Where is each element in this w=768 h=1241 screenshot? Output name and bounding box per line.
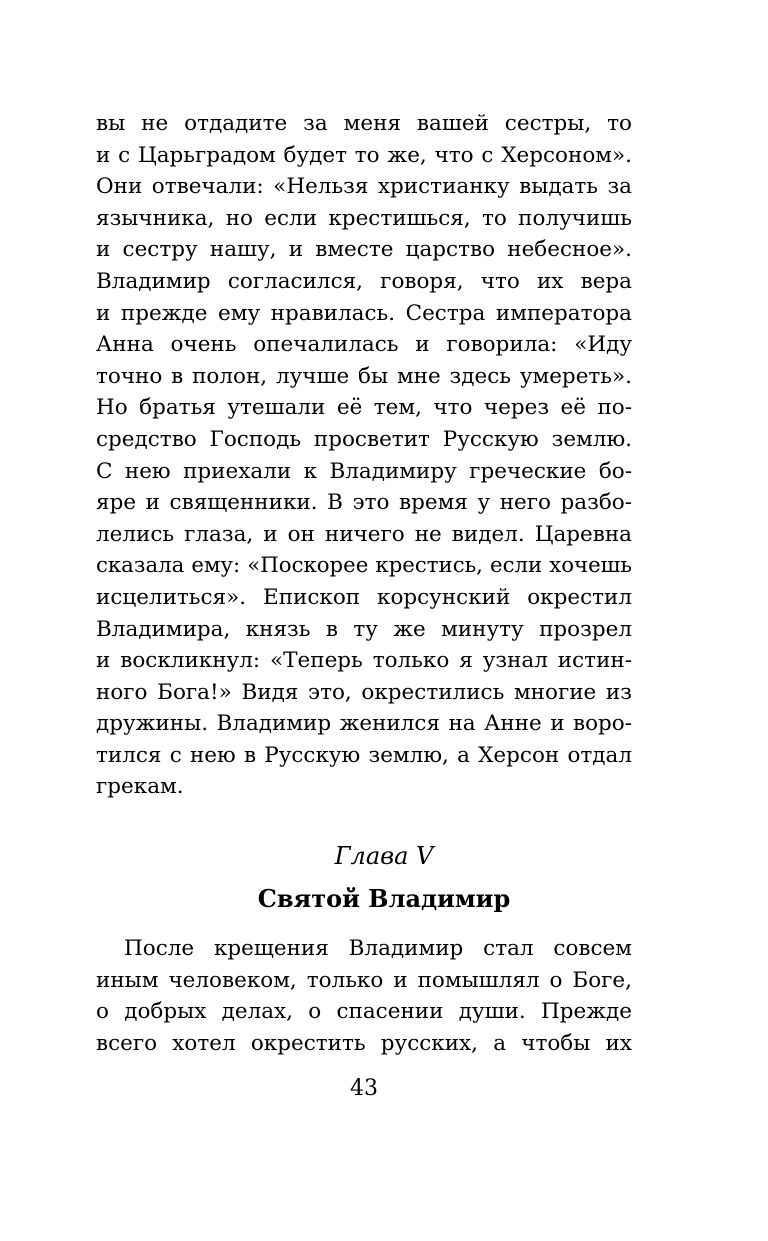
text-line: язычника, но если крестишься, то получишь bbox=[96, 205, 632, 231]
text-line: вы не отдадите за меня вашей сестры, то bbox=[96, 111, 632, 136]
text-line: Но братья утешали её тем, что через её по- bbox=[96, 395, 632, 421]
text-line: Анна очень опечалилась и говорила: «Иду bbox=[96, 332, 632, 358]
text-line: яре и священники. В это время у него разбо- bbox=[96, 490, 632, 516]
paragraph-2 bbox=[96, 933, 632, 1059]
text-line: лелись глаза, и он ничего не видел. Царевна bbox=[96, 521, 632, 547]
text-line: Владимир согласился, говоря, что их вера bbox=[96, 268, 632, 294]
text-line: исцелиться». Епископ корсунский окрестил bbox=[96, 584, 632, 610]
text-line: Владимира, князь в ту же минуту прозрел bbox=[96, 616, 632, 642]
page-number: 43 bbox=[350, 1076, 378, 1101]
text-line: средство Господь просветит Русскую землю. bbox=[96, 426, 632, 452]
text-line: ного Бога!» Видя это, окрестились многие из bbox=[96, 679, 632, 705]
text-line: иным человеком, только и помышлял о Боге, bbox=[96, 967, 632, 993]
text-line: и сестру нашу, и вместе царство небесное». bbox=[96, 237, 632, 263]
chapter-title: Святой Владимир bbox=[257, 884, 511, 913]
paragraph-1 bbox=[96, 108, 632, 803]
text-line: и прежде ему нравилась. Сестра императора bbox=[96, 300, 632, 326]
text-line: сказала ему: «Поскорее крестись, если хочешь bbox=[96, 553, 632, 579]
chapter-label: Глава V bbox=[334, 842, 434, 870]
text-line: После крещения Владимир стал совсем bbox=[124, 936, 632, 961]
text-line: всего хотел окрестить русских, а чтобы их bbox=[96, 1030, 632, 1056]
text-line: о добрых делах, о спасении души. Прежде bbox=[96, 999, 632, 1025]
text-line: грекам. bbox=[96, 774, 184, 800]
text-line: тился с нею в Русскую землю, а Херсон отдал bbox=[96, 742, 632, 768]
text-line: и с Царьградом будет то же, что с Херсоном». bbox=[96, 142, 632, 168]
text-line: точно в полон, лучше бы мне здесь умереть». bbox=[96, 363, 632, 389]
text-line: С нею приехали к Владимиру греческие бо- bbox=[96, 458, 632, 484]
text-line: Они отвечали: «Нельзя христианку выдать за bbox=[96, 174, 632, 200]
text-line: дружины. Владимир женился на Анне и воро- bbox=[96, 711, 632, 737]
text-line: и воскликнул: «Теперь только я узнал истин- bbox=[96, 648, 632, 674]
